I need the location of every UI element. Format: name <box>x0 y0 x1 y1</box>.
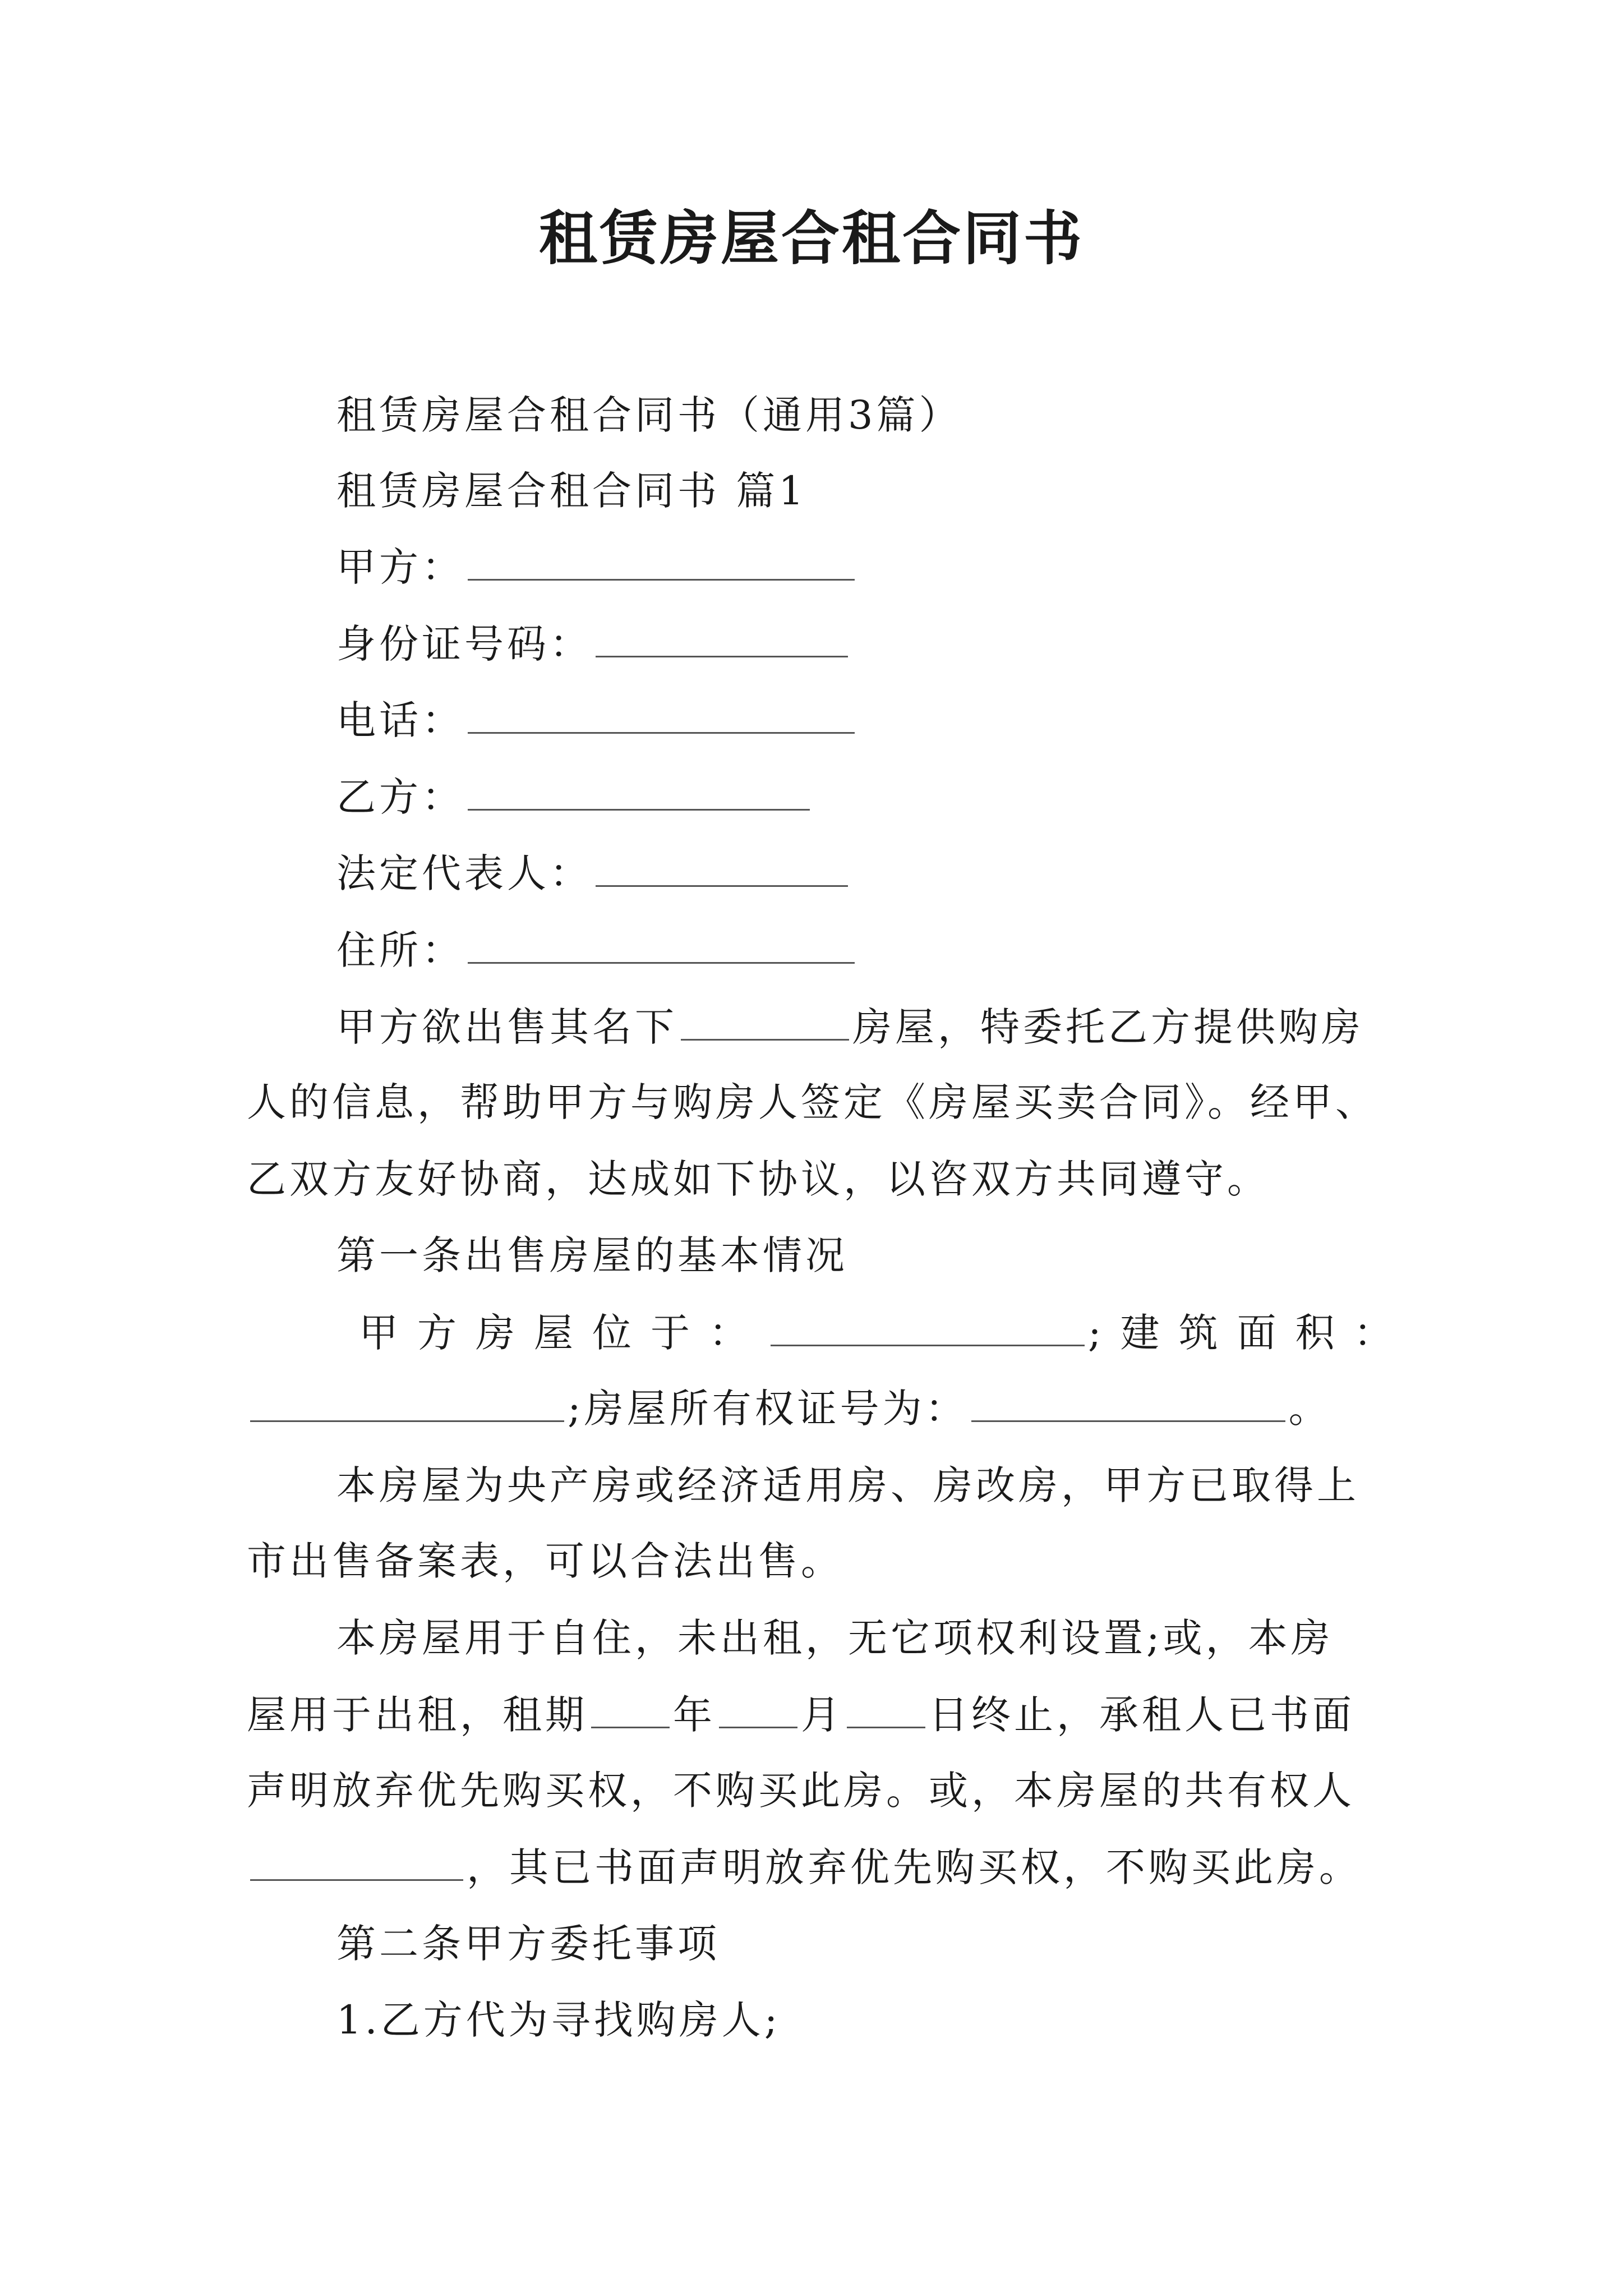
field-party-a <box>336 539 858 595</box>
item-1: 1.乙方代为寻找购房人; <box>336 1997 781 2043</box>
field-label: 法定代表人： <box>336 850 592 896</box>
article-1-heading: 第一条出售房屋的基本情况 <box>336 1232 848 1278</box>
certificate-label: ;房屋所有权证号为： <box>568 1386 968 1432</box>
party-a-blank <box>468 539 855 581</box>
text: 年 <box>673 1692 716 1738</box>
location-blank <box>771 1304 1085 1346</box>
text: 。 <box>1288 1386 1331 1432</box>
paragraph-3-line-3: 声明放弃优先购买权，不购买此房。或，本房屋的共有权人 <box>247 1768 1355 1814</box>
party-b-blank <box>468 769 810 811</box>
day-blank <box>847 1686 925 1728</box>
paragraph-1-line-2: 人的信息，帮助甲方与购房人签定《房屋买卖合同》。经甲、 <box>247 1079 1378 1125</box>
legal-rep-blank <box>596 845 848 887</box>
text: ; <box>1088 1310 1121 1356</box>
subtitle: 租赁房屋合租合同书（通用3篇） <box>336 392 962 438</box>
location-label: 甲方房屋位于： <box>359 1310 767 1356</box>
field-label: 乙方： <box>336 774 464 820</box>
article-2-heading: 第二条甲方委托事项 <box>336 1921 720 1967</box>
text: 甲方欲出售其名下 <box>336 1004 677 1050</box>
month-blank <box>719 1686 797 1728</box>
paragraph-1-line-1 <box>336 999 1364 1055</box>
paragraph-1-line-3: 乙双方友好协商，达成如下协议，以咨双方共同遵守。 <box>247 1156 1270 1202</box>
paragraph-2-line-2: 市出售备案表，可以合法出售。 <box>247 1538 843 1584</box>
text: 房屋，特委托乙方提供购房 <box>852 1004 1364 1050</box>
paragraph-3-line-2 <box>247 1686 1355 1743</box>
field-party-b <box>336 769 813 825</box>
field-label: 电话： <box>336 697 464 743</box>
field-id-number <box>336 615 851 672</box>
property-name-blank <box>681 999 849 1041</box>
id-number-blank <box>596 615 848 657</box>
text: 屋用于出租，租期 <box>247 1692 588 1738</box>
text: ，其已书面声明放弃优先购买权，不购买此房。 <box>467 1844 1362 1890</box>
paragraph-3-line-4 <box>247 1839 1362 1895</box>
area-line <box>247 1380 1331 1437</box>
paragraph-3-line-1: 本房屋用于自住，未出租，无它项权利设置;或，本房 <box>336 1615 1334 1661</box>
year-blank <box>591 1686 670 1728</box>
part-heading: 租赁房屋合租合同书 篇1 <box>336 468 807 514</box>
area-label: 建筑面积： <box>1120 1310 1412 1356</box>
page-title: 租赁房屋合租合同书 <box>538 204 1084 273</box>
field-label: 住所： <box>336 927 464 973</box>
area-blank <box>250 1380 564 1422</box>
certificate-blank <box>971 1380 1285 1422</box>
field-address <box>336 922 858 978</box>
address-blank <box>468 922 855 964</box>
field-label: 甲方： <box>336 544 464 590</box>
paragraph-2-line-1: 本房屋为央产房或经济适用房、房改房，甲方已取得上 <box>336 1462 1359 1508</box>
co-owner-blank <box>250 1839 463 1881</box>
field-label: 身份证号码： <box>336 621 592 667</box>
text: 月 <box>801 1692 843 1738</box>
text: 日终止，承租人已书面 <box>929 1692 1355 1738</box>
field-legal-rep <box>336 845 851 901</box>
field-phone <box>336 692 858 748</box>
phone-blank <box>468 692 855 734</box>
location-line <box>359 1304 1412 1361</box>
